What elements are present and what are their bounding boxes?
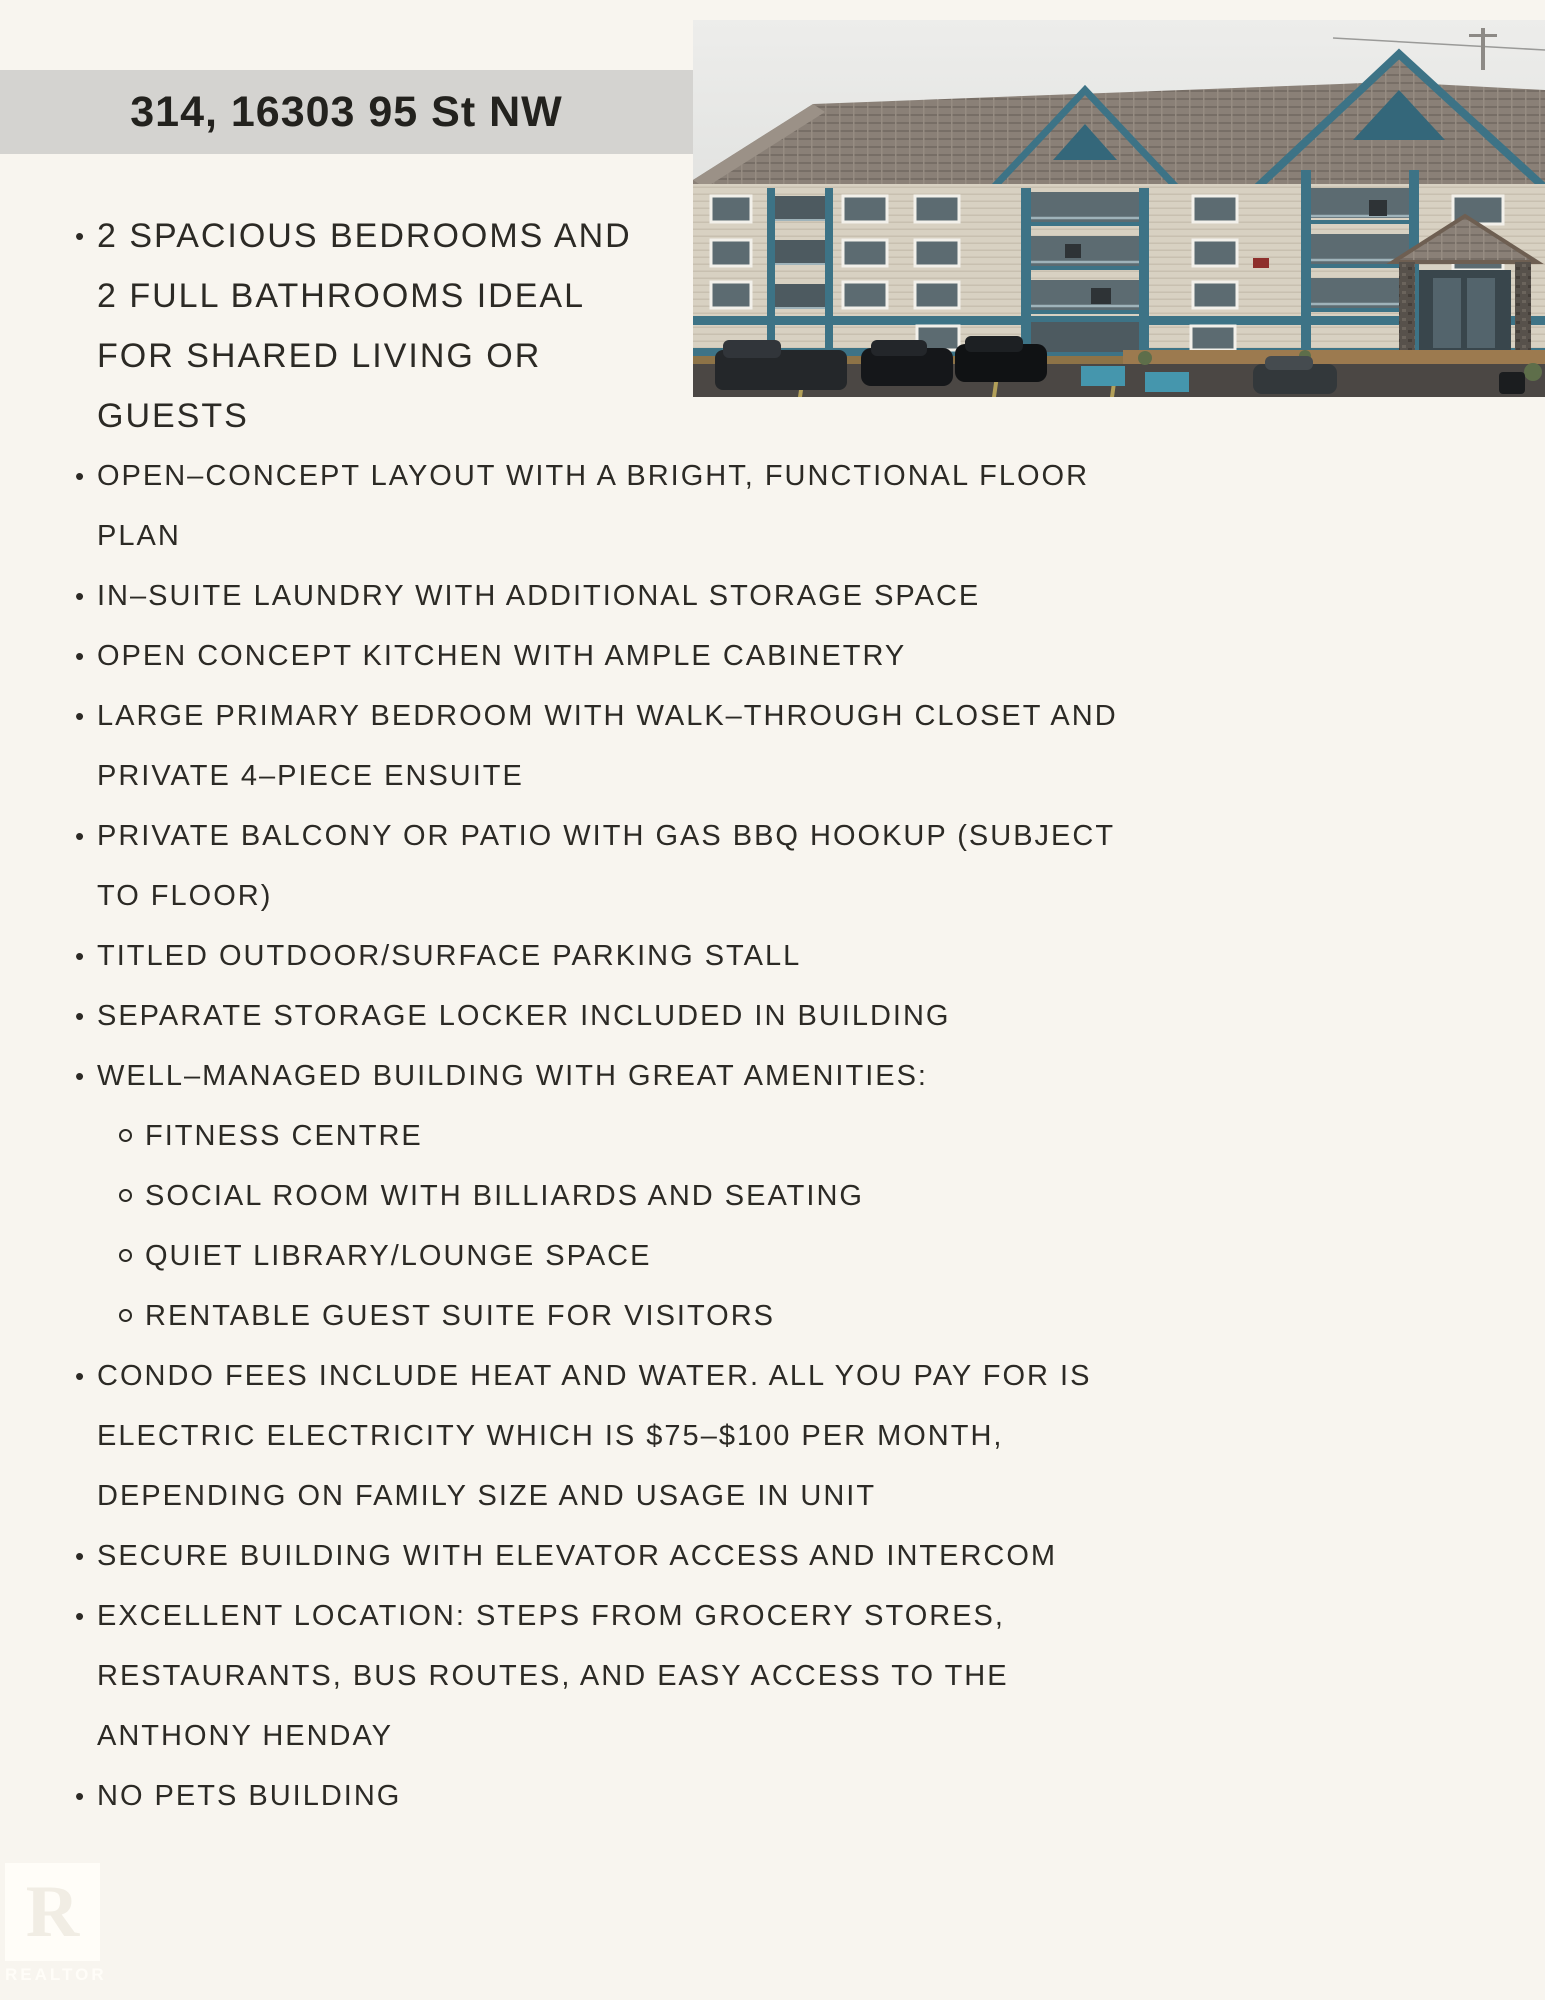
feature-item: [75, 206, 634, 446]
feature-text: PRIVATE BALCONY OR PATIO WITH GAS BBQ HOOKUP (SUBJECT TO FLOOR): [97, 820, 1115, 912]
feature-text: IN–SUITE LAUNDRY WITH ADDITIONAL STORAGE SPACE: [97, 580, 981, 612]
feature-item: [75, 1526, 1152, 1586]
feature-item: [75, 626, 1152, 686]
feature-item: [75, 566, 1152, 626]
amenity-text: RENTABLE GUEST SUITE FOR VISITORS: [145, 1300, 775, 1332]
feature-item: [75, 806, 1152, 926]
header-banner: [0, 70, 693, 154]
realtor-watermark: [5, 1863, 155, 1993]
feature-list: [75, 206, 1152, 1826]
feature-text: SECURE BUILDING WITH ELEVATOR ACCESS AND INTERCOM: [97, 1540, 1058, 1572]
feature-item: [75, 446, 1152, 566]
feature-item: [75, 926, 1152, 986]
feature-text: LARGE PRIMARY BEDROOM WITH WALK–THROUGH CLOSET AND PRIVATE 4–PIECE ENSUITE: [97, 700, 1118, 792]
page-title: 314, 16303 95 St NW: [130, 87, 563, 136]
feature-text: 2 SPACIOUS BEDROOMS AND 2 FULL BATHROOMS IDEAL FOR SHARED LIVING OR GUESTS: [97, 217, 632, 435]
feature-item: [75, 686, 1152, 806]
amenities-sublist: [97, 1106, 1152, 1346]
realtor-logo-box: [5, 1863, 100, 1961]
realtor-logo-r: R: [25, 1871, 80, 1953]
feature-item: [75, 1586, 1152, 1766]
feature-text: CONDO FEES INCLUDE HEAT AND WATER. ALL YOU PAY FOR IS ELECTRIC ELECTRICITY WHICH IS $75–$100 PER MONTH, DEPENDING ON FAMILY SIZE AND USAGE IN UNIT: [97, 1360, 1092, 1512]
amenity-item: [117, 1106, 1152, 1166]
amenity-item: [117, 1166, 1152, 1226]
feature-text: TITLED OUTDOOR/SURFACE PARKING STALL: [97, 940, 802, 972]
feature-text: EXCELLENT LOCATION: STEPS FROM GROCERY STORES, RESTAURANTS, BUS ROUTES, AND EASY ACCESS TO THE ANTHONY HENDAY: [97, 1600, 1009, 1752]
amenity-text: SOCIAL ROOM WITH BILLIARDS AND SEATING: [145, 1180, 864, 1212]
amenity-text: FITNESS CENTRE: [145, 1120, 423, 1152]
amenity-item: [117, 1226, 1152, 1286]
feature-text: SEPARATE STORAGE LOCKER INCLUDED IN BUILDING: [97, 1000, 951, 1032]
feature-text: OPEN–CONCEPT LAYOUT WITH A BRIGHT, FUNCTIONAL FLOOR PLAN: [97, 460, 1090, 552]
amenity-text: QUIET LIBRARY/LOUNGE SPACE: [145, 1240, 652, 1272]
feature-text: WELL–MANAGED BUILDING WITH GREAT AMENITIES:: [97, 1060, 928, 1092]
amenity-item: [117, 1286, 1152, 1346]
feature-item: [75, 986, 1152, 1046]
feature-text: NO PETS BUILDING: [97, 1780, 402, 1812]
feature-item: [75, 1046, 1152, 1346]
feature-item: [75, 1766, 1152, 1826]
feature-item: [75, 1346, 1152, 1526]
feature-text: OPEN CONCEPT KITCHEN WITH AMPLE CABINETRY: [97, 640, 907, 672]
realtor-wordmark: REALTOR: [5, 1965, 107, 1984]
